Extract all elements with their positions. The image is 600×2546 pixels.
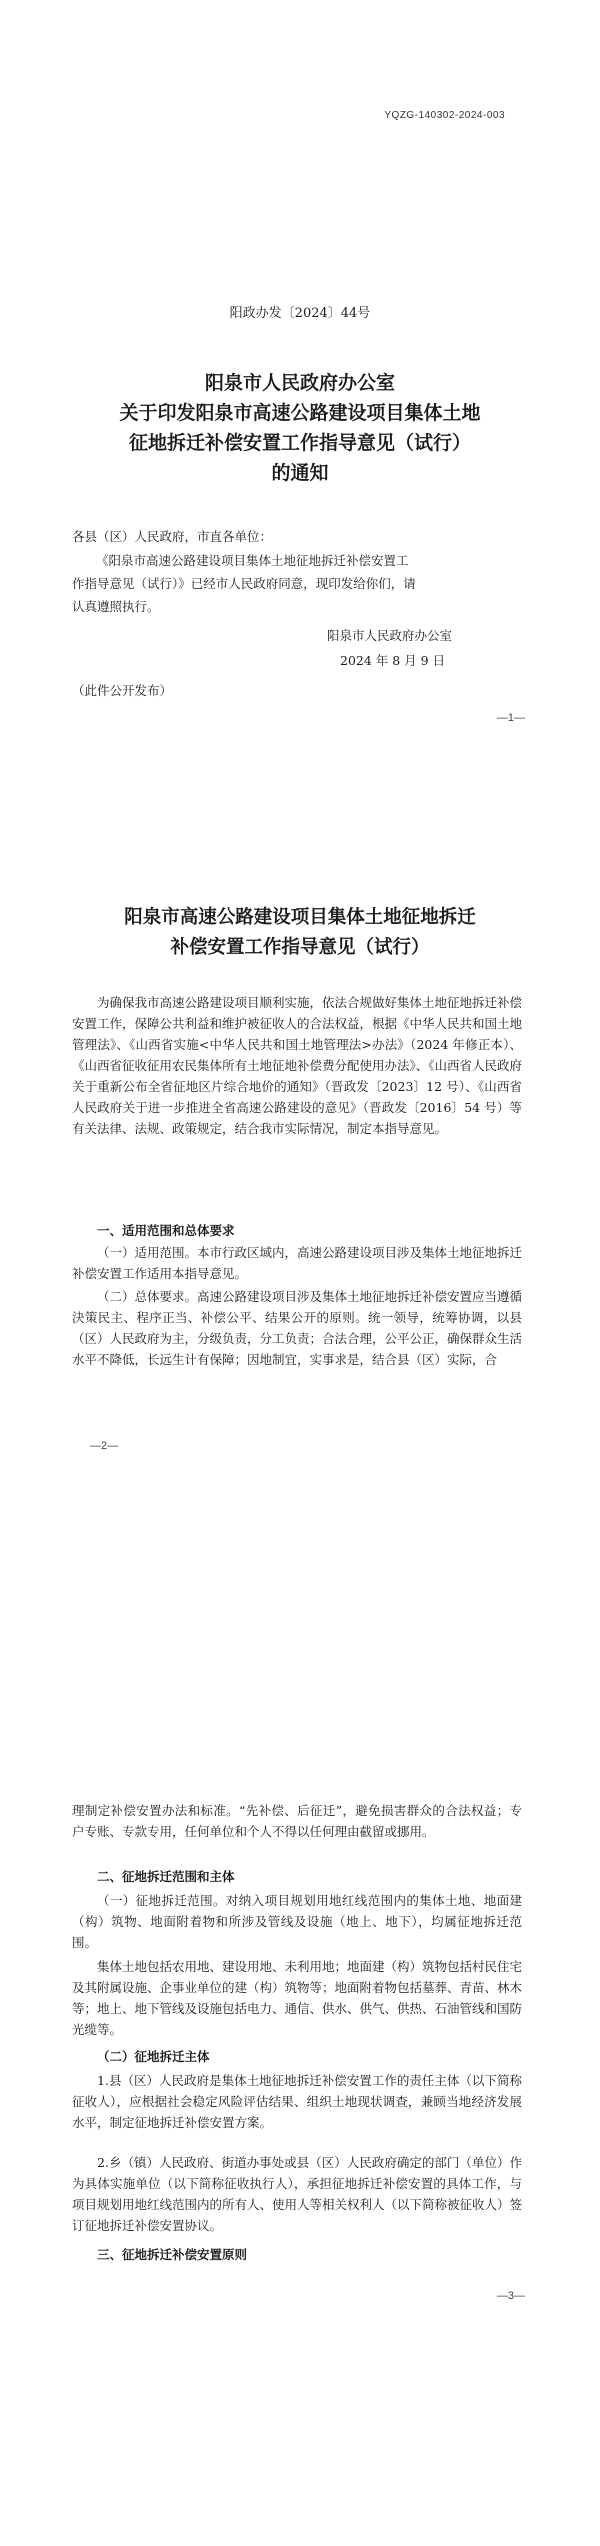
- intro-paragraph: 为确保我市高速公路建设项目顺利实施，依法合规做好集体土地征地拆迁补偿安置工作，保障公共利益和维护被征收人的合法权益，根据《中华人民共和国土地管理法》、《山西省实施<中华人民共和国土地管理法>办法》（2024 年修正本）、《山西省征收征用农民集体所有土地征地补偿费分配使用办法》、《山西省人民政府关于重新公布全省征地区片综合地价的通知》（晋政发〔2023〕12 号）、《山西省人民政府关于进一步推进全省高速公路建设的意见》（晋政发〔2016〕54 号）等有关法律、法规、政策规定，结合我市实际情况，制定本指导意见。: [72, 995, 523, 1136]
- page-number: —2—: [90, 1440, 119, 1452]
- title-line: 的通知: [271, 462, 329, 484]
- issue-date: 2024 年 8 月 9 日: [340, 653, 446, 668]
- section-heading: 三、征地拆迁补偿安置原则: [97, 2247, 248, 2262]
- body-line: 作指导意见（试行）》已经市人民政府同意，现印发给你们，请: [72, 576, 416, 591]
- paragraph: 集体土地包括农用地、建设用地、未利用地；地面建（构）筑物包括村民住宅及其附属设施、企事业单位的建（构）筑物等；地面附着物包括墓葬、青苗、林木等；地上、地下管线及设施包括电力、通信、供水、供气、供热、石油管线和国防光缆等。: [72, 1959, 523, 2037]
- page-number: —1—: [496, 712, 525, 724]
- paragraph: （一）征地拆迁范围。对纳入项目规划用地红线范围内的集体土地、地面建（构）筑物、地面附着物和所涉及管线及设施（地上、地下），均属征地拆迁范围。: [72, 1893, 522, 1950]
- title-line: 关于印发阳泉市高速公路建设项目集体土地: [119, 402, 481, 424]
- title-line: 阳泉市人民政府办公室: [204, 372, 395, 394]
- title-line: 征地拆迁补偿安置工作指导意见（试行）: [128, 432, 471, 454]
- signer: 阳泉市人民政府办公室: [327, 628, 453, 643]
- public-note: （此件公开发布）: [72, 683, 173, 698]
- section-heading: 一、适用范围和总体要求: [97, 1223, 235, 1238]
- sub-heading: （二）征地拆迁主体: [97, 2049, 210, 2064]
- paragraph: 理制定补偿安置办法和标准。“先补偿、后征迁”，避免损害群众的合法权益；专户专账、专款专用，任何单位和个人不得以任何理由截留或挪用。: [72, 1803, 522, 1839]
- paragraph: （二）总体要求。高速公路建设项目涉及集体土地征地拆迁补偿安置应当遵循決策民主、程序正当、补偿公平、结果公开的原则。统一领导，统筹协调，以县（区）人民政府为主，分级负责，分工负责；合法合理，公平公正，确保群众生活水平不降低，长远生计有保障；因地制宜，实事求是，结合县（区）实际，合: [72, 1289, 523, 1367]
- body-line: 认真遵照执行。: [72, 599, 160, 614]
- title-line: 补偿安置工作指导意见（试行）: [170, 937, 430, 958]
- body-line: 《阳泉市高速公路建设项目集体土地征地拆迁补偿安置工: [96, 553, 409, 568]
- notice-title: [0, 368, 600, 488]
- addressee: 各县（区）人民政府，市直各单位：: [72, 529, 273, 544]
- section-heading: 二、征地拆迁范围和主体: [97, 1869, 235, 1884]
- issue-number: 阳政办发〔2024〕44号: [229, 306, 371, 321]
- paragraph: （一）适用范围。本市行政区域内，高速公路建设项目涉及集体土地征地拆迁补偿安置工作适用本指导意见。: [72, 1245, 523, 1281]
- paragraph: 2.乡（镇）人民政府、街道办事处或县（区）人民政府确定的部门（单位）作为具体实施单位（以下简称征收执行人），承担征地拆迁补偿安置的具体工作，与项目规划用地红线范围内的所有人、使用人等相关权利人（以下简称被征收人）签订征地拆迁补偿安置协议。: [72, 2155, 523, 2233]
- document-code: YQZG-140302-2024-003: [384, 110, 505, 121]
- paragraph: 1.县（区）人民政府是集体土地征地拆迁补偿安置工作的责任主体（以下简称征收人），应根据社会稳定风险评估结果、组织土地现状调查，兼顾当地经济发展水平，制定征地拆迁补偿安置方案。: [72, 2073, 522, 2130]
- guideline-title: [0, 903, 600, 963]
- page-number: —3—: [496, 2290, 525, 2302]
- title-line: 阳泉市高速公路建设项目集体土地征地拆迁: [124, 907, 476, 928]
